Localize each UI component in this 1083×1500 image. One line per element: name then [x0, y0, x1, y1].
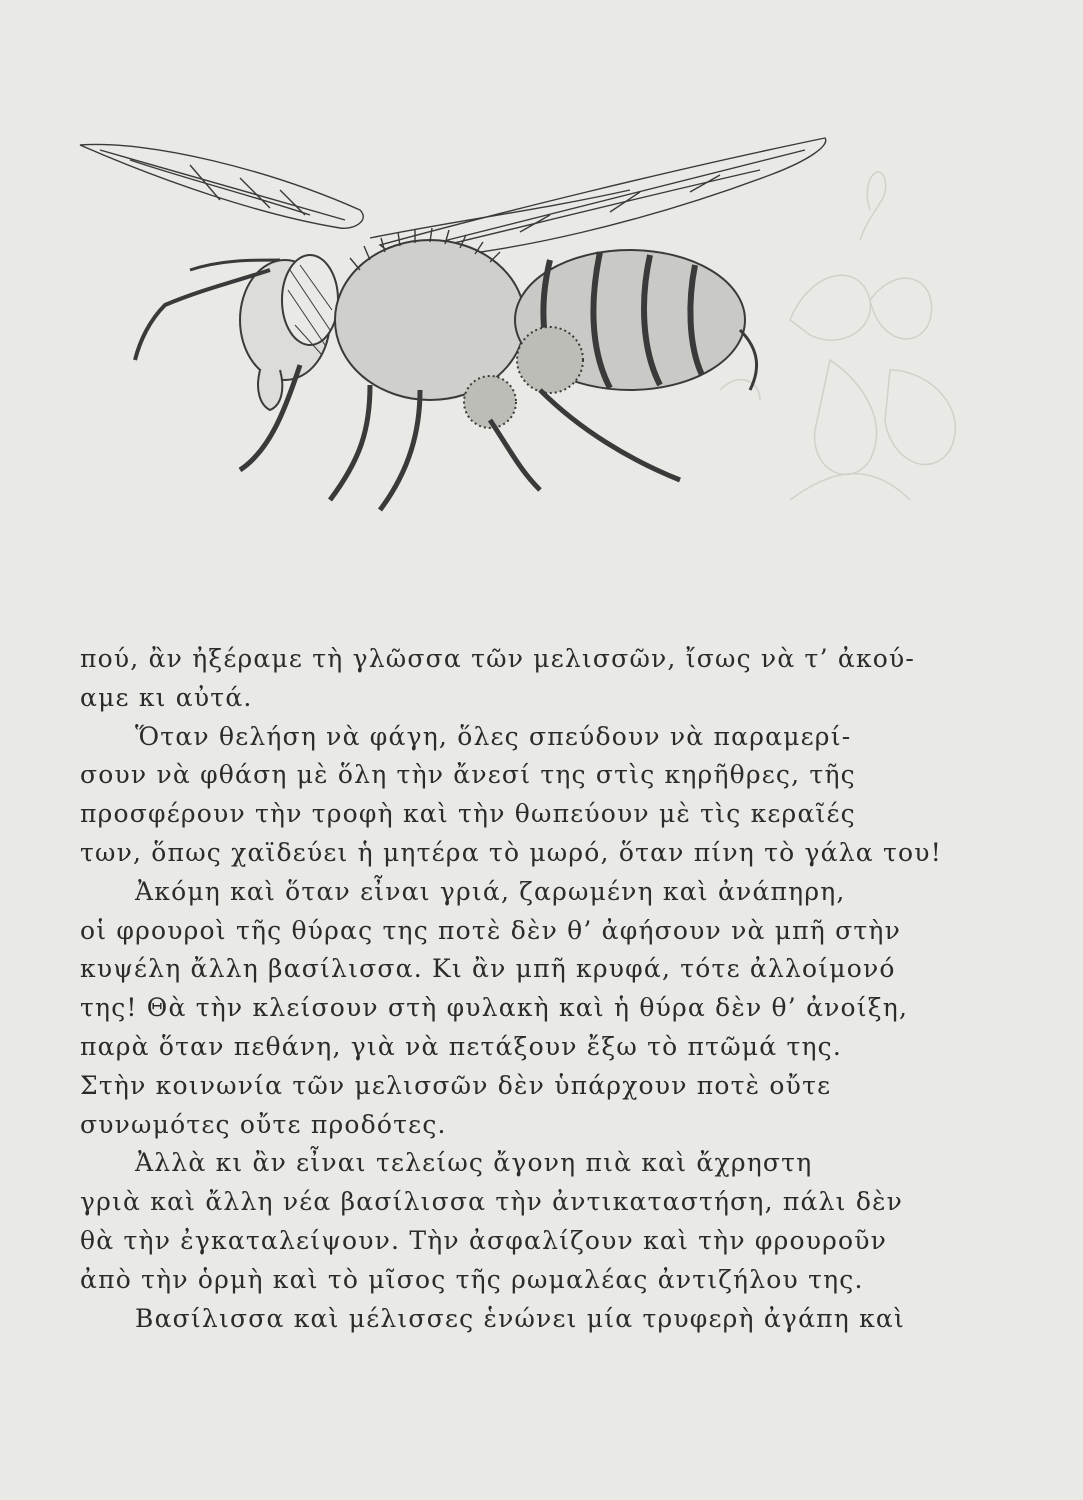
- text-line: συνωμότες οὔτε προδότες.: [80, 1109, 447, 1139]
- paragraph-start-line: Βασίλισσα καὶ μέλισσες ἑνώνει μία τρυφερὴ ἀγάπη καὶ: [135, 1303, 906, 1333]
- left-wing: [80, 144, 363, 228]
- text-line: πού, ἂν ἠξέραμε τὴ γλῶσσα τῶν μελισσῶν, ἴσως νὰ τ’ ἀκού-: [80, 644, 916, 673]
- text-line: γριὰ καὶ ἄλλη νέα βασίλισσα τὴν ἀντικαταστήση, πάλι δὲν: [80, 1187, 904, 1217]
- body-text: [80, 640, 950, 1338]
- bee-thorax: [335, 240, 525, 400]
- text-line: οἱ φρουροὶ τῆς θύρας της ποτὲ δὲν θ’ ἀφήσουν νὰ μπῆ στὴν: [80, 915, 901, 945]
- text-line: κυψέλη ἄλλη βασίλισσα. Κι ἂν μπῆ κρυφά, τότε ἀλλοίμονό: [80, 954, 896, 984]
- text-line: ἀπὸ τὴν ὁρμὴ καὶ τὸ μῖσος τῆς ρωμαλέας ἀντιζήλου της.: [80, 1264, 864, 1294]
- faint-flower-illustration: [720, 172, 955, 500]
- paragraph-start-line: Ὅταν θελήση νὰ φάγη, ὅλες σπεύδουν νὰ παραμερί-: [135, 721, 852, 751]
- text-line: προσφέρουν τὴν τροφὴ καὶ τὴν θωπεύουν μὲ τὶς κεραῖές: [80, 799, 856, 829]
- paragraph-start-line: Ἀλλὰ κι ἂν εἶναι τελείως ἄγονη πιὰ καὶ ἄχρηστη: [135, 1148, 813, 1178]
- paragraph-start-line: Ἀκόμη καὶ ὅταν εἶναι γριά, ζαρωμένη καὶ ἀνάπηρη,: [135, 876, 846, 906]
- text-line: των, ὅπως χαϊδεύει ἡ μητέρα τὸ μωρό, ὅταν πίνη τὸ γάλα του!: [80, 837, 942, 867]
- text-line: Στὴν κοινωνία τῶν μελισσῶν δὲν ὑπάρχουν ποτὲ οὔτε: [80, 1070, 832, 1100]
- text-line: θὰ τὴν ἐγκαταλείψουν. Τὴν ἀσφαλίζουν καὶ τὴν φρουροῦν: [80, 1225, 888, 1255]
- bee-illustration: [70, 120, 1080, 540]
- pollen-basket: [517, 327, 583, 393]
- text-line: της! Θὰ τὴν κλείσουν στὴ φυλακὴ καὶ ἡ θύρα δὲν θ’ ἀνοίξη,: [80, 993, 909, 1023]
- text-line: σουν νὰ φθάση μὲ ὅλη τὴν ἄνεσί της στὶς κηρῆθρες, τῆς: [80, 760, 856, 790]
- bee-body: [135, 228, 757, 510]
- text-line: παρὰ ὅταν πεθάνη, γιὰ νὰ πετάξουν ἔξω τὸ πτῶμά της.: [80, 1031, 843, 1061]
- text-line: αμε κι αὐτά.: [80, 682, 253, 712]
